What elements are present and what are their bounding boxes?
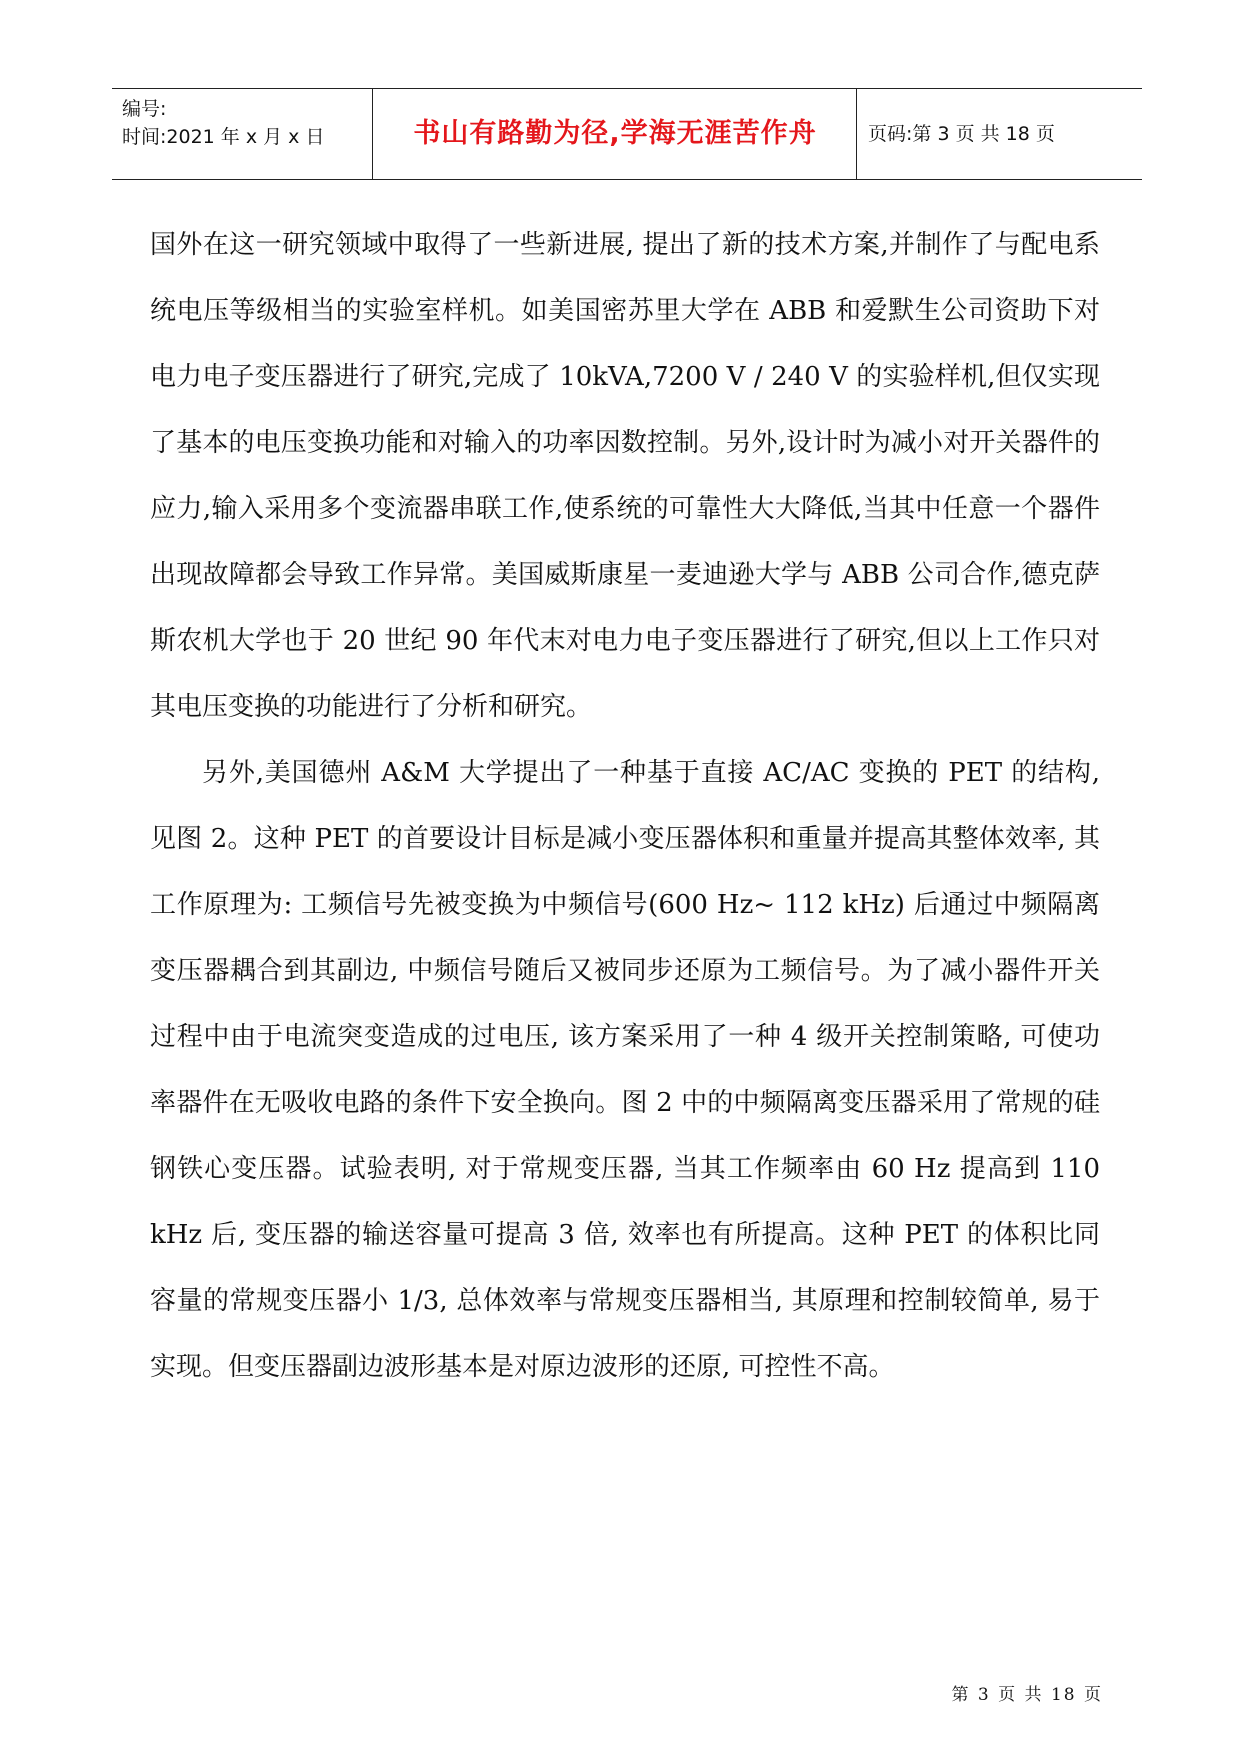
header-meta bbox=[122, 95, 324, 151]
document-date: 时间:2021 年 x 月 x 日 bbox=[122, 126, 325, 148]
header-divider-left bbox=[372, 89, 373, 179]
header-motto: 书山有路勤为径,学海无涯苦作舟 bbox=[413, 118, 817, 149]
header-page-info: 页码:第 3 页 共 18 页 bbox=[868, 123, 1055, 145]
page-header bbox=[112, 88, 1142, 180]
document-body bbox=[150, 212, 1100, 1400]
body-paragraph-1: 国外在这一研究领域中取得了一些新进展, 提出了新的技术方案,并制作了与配电系统电压等级相当的实验室样机。如美国密苏里大学在 ABB 和爱默生公司资助下对电力电子变压器进行了研究,完成了 10kVA,7200 V / 240 V 的实验样机,但仅实现了基本的电压变换功能和对输入的功率因数控制。另外,设计时为减小对开关器件的应力,输入采用多个变流器串联工作,使系统的可靠性大大降低,当其中任意一个器件出现故障都会导致工作异常。美国威斯康星一麦迪逊大学与 ABB 公司合作,德克萨斯农机大学也于 20 世纪 90 年代末对电力电子变压器进行了研究,但以上工作只对其电压变换的功能进行了分析和研究。 bbox=[150, 230, 1100, 722]
header-divider-right bbox=[856, 89, 857, 179]
page-footer: 第 3 页 共 18 页 bbox=[951, 1685, 1103, 1705]
document-number-label: 编号: bbox=[122, 98, 167, 120]
body-paragraph-2: 另外,美国德州 A&M 大学提出了一种基于直接 AC/AC 变换的 PET 的结构, 见图 2。这种 PET 的首要设计目标是减小变压器体积和重量并提高其整体效率, 其工作原理为: 工频信号先被变换为中频信号(600 Hz~ 112 kHz) 后通过中频隔离变压器耦合到其副边, 中频信号随后又被同步还原为工频信号。为了减小器件开关过程中由于电流突变造成的过电压, 该方案采用了一种 4 级开关控制策略, 可使功率器件在无吸收电路的条件下安全换向。图 2 中的中频隔离变压器采用了常规的硅钢铁心变压器。试验表明, 对于常规变压器, 当其工作频率由 60 Hz 提高到 110 kHz 后, 变压器的输送容量可提高 3 倍, 效率也有所提高。这种 PET 的体积比同容量的常规变压器小 1/3, 总体效率与常规变压器相当, 其原理和控制较简单, 易于实现。但变压器副边波形基本是对原边波形的还原, 可控性不高。 bbox=[150, 758, 1100, 1382]
